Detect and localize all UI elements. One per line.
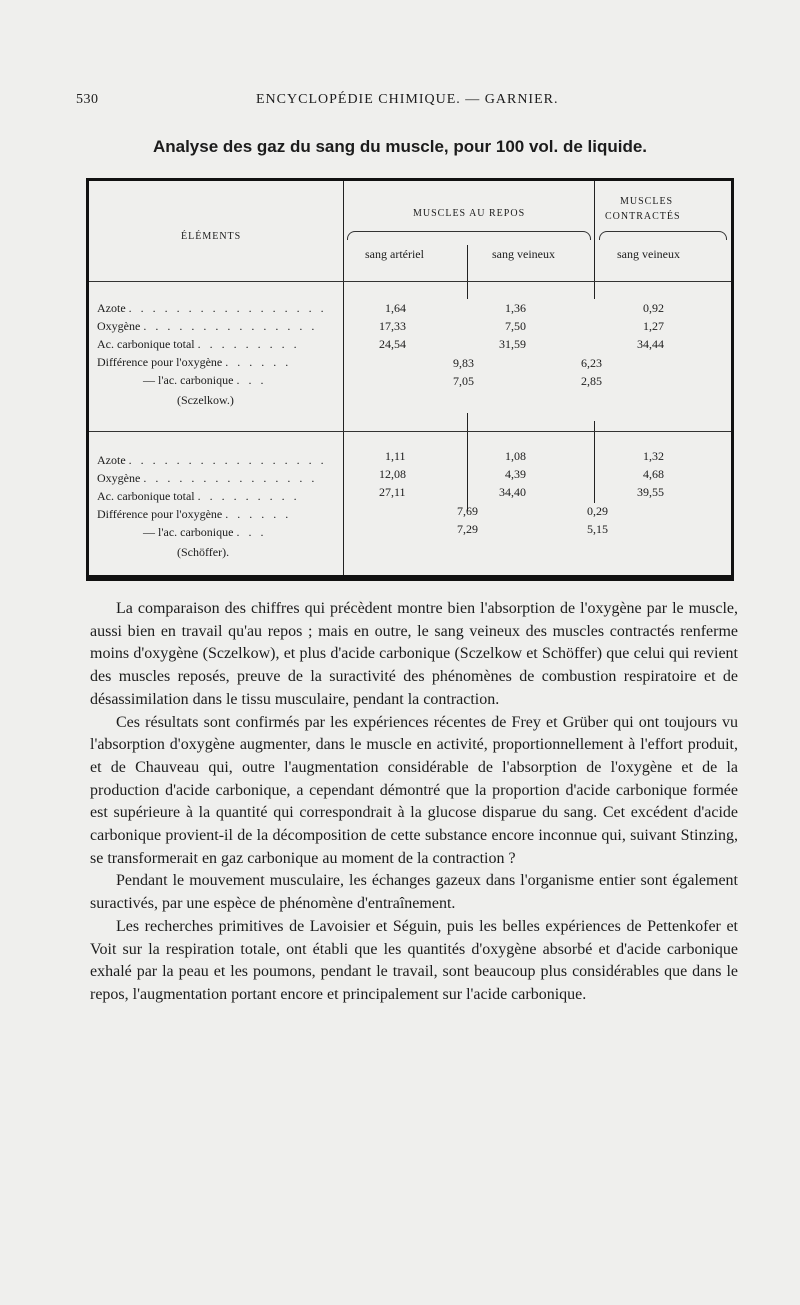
- value-contracte: 0,92: [643, 301, 664, 315]
- sub-sang-arteriel: sang artériel: [365, 247, 424, 261]
- value-contracte: 1,27: [643, 319, 664, 333]
- gas-analysis-table: [86, 178, 734, 578]
- value-difference: 7,29: [457, 522, 478, 536]
- block-rule: [89, 431, 731, 432]
- paragraph: Ces résultats sont confirmés par les expériences récentes de Frey et Grüber qui ont toujours vu l'absorption d'oxygène augmenter, dans le muscle en activité, proportionnellement à l'effort produit, et de Chauveau qui, outre l'augmentation considérable de l'absorption de l'oxygène et de la production d'acide carbonique, a cependant démontré que la proportion d'acide carbonique formée est supérieure à la quantité qui correspondrait à la glucose disparue du sang. Cet excédent d'acide carbonique provient-il de la décomposition de cette substance encore inconnue qui, suivant Stinzing, se transformerait en gaz carbonique au moment de la contraction ?: [90, 713, 738, 867]
- paragraph: La comparaison des chiffres qui précèdent montre bien l'absorption de l'oxygène par le muscle, aussi bien en travail qu'au repos ; mais en outre, le sang veineux des muscles contractés renferme moins d'oxygène (Sczelkow), et plus d'acide carbonique (Sczelkow et Schöffer) que celui qui revient des muscles reposés, preuve de la suractivité des phénomènes de combustion respiratoire et de désassimilation dans le tissu musculaire, pendant la contraction.: [90, 600, 738, 708]
- running-title: ENCYCLOPÉDIE CHIMIQUE. — GARNIER.: [256, 92, 559, 107]
- header-elements: ÉLÉMENTS: [181, 231, 242, 242]
- value-arteriel: 1,64: [385, 301, 406, 315]
- header-muscles-repos: MUSCLES AU REPOS: [413, 208, 526, 219]
- value-veineux: 34,40: [499, 485, 526, 499]
- sub-sang-veineux-contractes: sang veineux: [617, 247, 680, 261]
- header-rule: [89, 281, 731, 282]
- paragraph: Les recherches primitives de Lavoisier et Séguin, puis les belles expériences de Pettenkofer et Voit sur la respiration totale, ont établi que les quantités d'oxygène absorbé et d'acide carbonique exhalé par la peau et les poumons, pendant le travail, sont beaucoup plus considérables que dans le repos, l'augmentation portant encore et principalement sur l'acide carbonique.: [90, 917, 738, 1003]
- value-veineux: 31,59: [499, 337, 526, 351]
- row-label: Ac. carbonique total . . . . . . . . .: [97, 489, 300, 503]
- column-divider: [594, 421, 595, 503]
- value-difference: 7,05: [453, 374, 474, 388]
- value-contracte: 34,44: [637, 337, 664, 351]
- value-arteriel: 12,08: [379, 467, 406, 481]
- row-label: — l'ac. carbonique . . .: [143, 525, 267, 539]
- value-difference: 9,83: [453, 356, 474, 370]
- value-contracte: 39,55: [637, 485, 664, 499]
- row-label: Ac. carbonique total . . . . . . . . .: [97, 337, 300, 351]
- value-difference: 0,29: [587, 504, 608, 518]
- value-veineux: 1,36: [505, 301, 526, 315]
- header-brace: [347, 231, 591, 240]
- value-difference: 5,15: [587, 522, 608, 536]
- header-brace: [599, 231, 727, 240]
- value-contracte: 4,68: [643, 467, 664, 481]
- value-difference: 6,23: [581, 356, 602, 370]
- sub-sang-veineux: sang veineux: [492, 247, 555, 261]
- header-muscles-contractes-1: MUSCLES: [620, 196, 674, 207]
- row-label: Oxygène . . . . . . . . . . . . . . .: [97, 471, 318, 485]
- value-arteriel: 24,54: [379, 337, 406, 351]
- value-veineux: 7,50: [505, 319, 526, 333]
- value-arteriel: 17,33: [379, 319, 406, 333]
- value-difference: 7,69: [457, 504, 478, 518]
- value-arteriel: 27,11: [379, 485, 406, 499]
- source-citation: (Schöffer).: [177, 545, 230, 559]
- header-muscles-contractes-2: CONTRACTÉS: [605, 211, 681, 222]
- value-veineux: 1,08: [505, 449, 526, 463]
- row-label: — l'ac. carbonique . . .: [143, 373, 267, 387]
- value-contracte: 1,32: [643, 449, 664, 463]
- value-arteriel: 1,11: [385, 449, 406, 463]
- row-label: Azote . . . . . . . . . . . . . . . . .: [97, 301, 327, 315]
- column-divider: [467, 413, 468, 511]
- page-number: 530: [76, 92, 99, 107]
- row-label: Différence pour l'oxygène . . . . . .: [97, 355, 292, 369]
- row-label: Oxygène . . . . . . . . . . . . . . .: [97, 319, 318, 333]
- row-label: Différence pour l'oxygène . . . . . .: [97, 507, 292, 521]
- column-divider: [343, 181, 344, 575]
- row-label: Azote . . . . . . . . . . . . . . . . .: [97, 453, 327, 467]
- table-title: Analyse des gaz du sang du muscle, pour 100 vol. de liquide.: [152, 137, 648, 156]
- source-citation: (Sczelkow.): [177, 393, 234, 407]
- column-divider: [467, 245, 468, 299]
- paragraph: Pendant le mouvement musculaire, les échanges gazeux dans l'organisme entier sont également suractivés, par une espèce de phénomène d'entraînement.: [90, 872, 738, 913]
- table-bottom-rule: [86, 578, 734, 581]
- body-text: [90, 598, 738, 1007]
- value-veineux: 4,39: [505, 467, 526, 481]
- value-difference: 2,85: [581, 374, 602, 388]
